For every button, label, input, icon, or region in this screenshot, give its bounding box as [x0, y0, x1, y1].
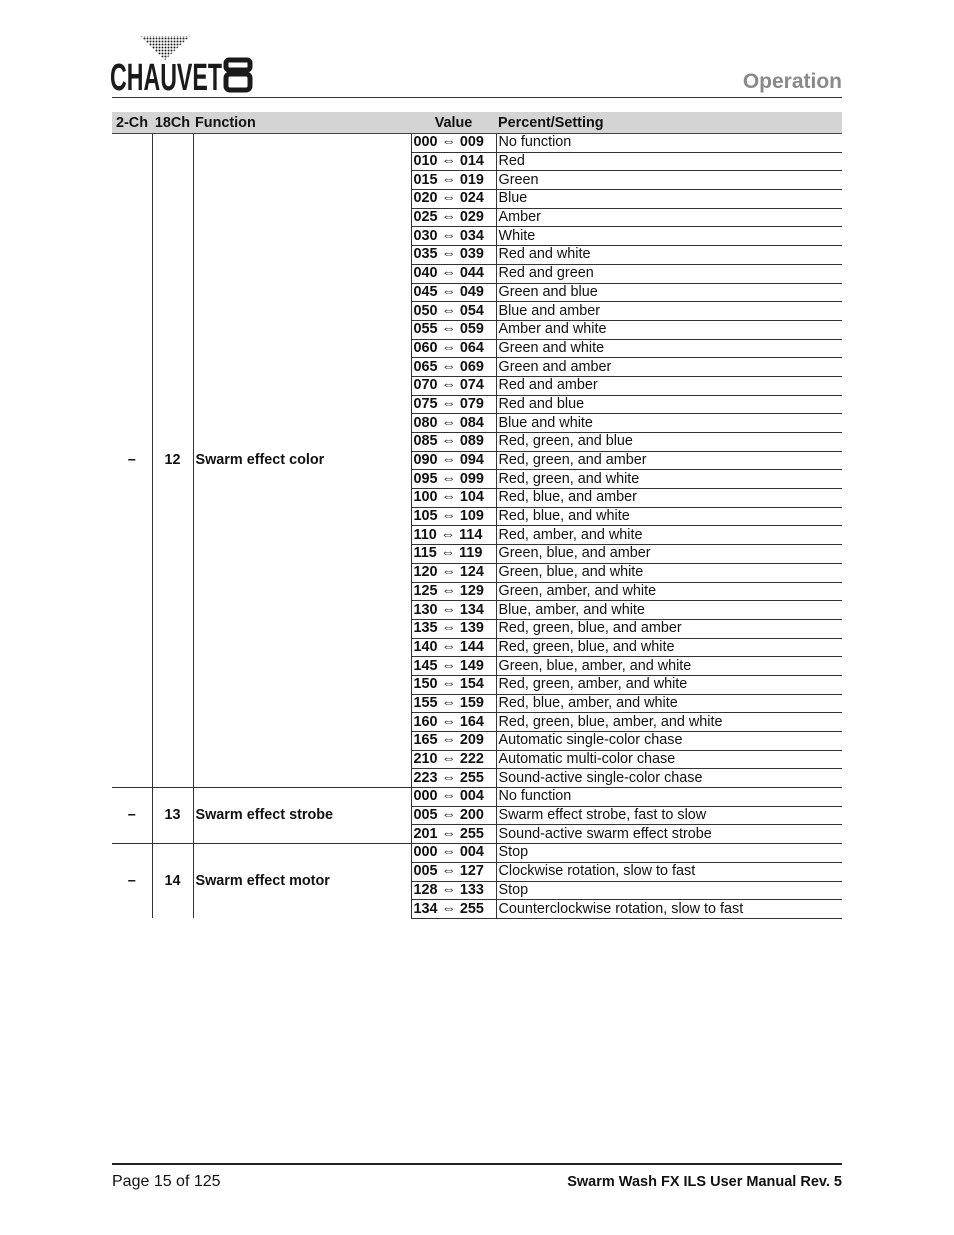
- table-row: [112, 788, 842, 807]
- setting-cell: Red, green, and white: [496, 470, 842, 489]
- value-cell: 135 ⇔ 139: [411, 619, 496, 638]
- manual-title: Swarm Wash FX ILS User Manual Rev. 5: [567, 1174, 842, 1190]
- setting-cell: Amber and white: [496, 320, 842, 339]
- value-cell: 145 ⇔ 149: [411, 657, 496, 676]
- value-cell: 150 ⇔ 154: [411, 675, 496, 694]
- table-row: [112, 134, 842, 153]
- value-cell: 065 ⇔ 069: [411, 358, 496, 377]
- setting-cell: Red, amber, and white: [496, 526, 842, 545]
- value-cell: 128 ⇔ 133: [411, 881, 496, 900]
- function-cell: Swarm effect strobe: [193, 788, 411, 844]
- value-cell: 223 ⇔ 255: [411, 769, 496, 788]
- column-header-value: Value: [411, 112, 496, 134]
- column-header-setting: Percent/Setting: [496, 112, 842, 134]
- value-cell: 000 ⇔ 009: [411, 134, 496, 153]
- value-cell: 090 ⇔ 094: [411, 451, 496, 470]
- value-cell: 160 ⇔ 164: [411, 713, 496, 732]
- setting-cell: Red and white: [496, 246, 842, 265]
- channel-2ch-cell: –: [112, 844, 152, 919]
- value-cell: 201 ⇔ 255: [411, 825, 496, 844]
- column-header-function: Function: [193, 112, 411, 134]
- value-cell: 070 ⇔ 074: [411, 376, 496, 395]
- setting-cell: Red, green, and blue: [496, 433, 842, 452]
- setting-cell: Red, blue, and white: [496, 507, 842, 526]
- value-cell: 125 ⇔ 129: [411, 582, 496, 601]
- channel-2ch-cell: –: [112, 788, 152, 844]
- setting-cell: Green, amber, and white: [496, 582, 842, 601]
- setting-cell: Counterclockwise rotation, slow to fast: [496, 900, 842, 919]
- brand-wordmark: CHAUVET: [110, 57, 222, 99]
- value-cell: 000 ⇔ 004: [411, 788, 496, 807]
- setting-cell: Sound-active single-color chase: [496, 769, 842, 788]
- value-cell: 105 ⇔ 109: [411, 507, 496, 526]
- section-title: Operation: [742, 70, 842, 93]
- value-cell: 005 ⇔ 127: [411, 862, 496, 881]
- setting-cell: Red, green, amber, and white: [496, 675, 842, 694]
- channel-18ch-cell: 14: [152, 844, 193, 919]
- value-cell: 210 ⇔ 222: [411, 750, 496, 769]
- column-header-2ch: 2-Ch: [112, 112, 152, 134]
- value-cell: 020 ⇔ 024: [411, 190, 496, 209]
- value-cell: 035 ⇔ 039: [411, 246, 496, 265]
- value-cell: 110 ⇔ 114: [411, 526, 496, 545]
- value-cell: 040 ⇔ 044: [411, 264, 496, 283]
- value-cell: 025 ⇔ 029: [411, 208, 496, 227]
- setting-cell: Green, blue, amber, and white: [496, 657, 842, 676]
- setting-cell: Red, green, blue, and white: [496, 638, 842, 657]
- channel-2ch-cell: –: [112, 134, 152, 788]
- setting-cell: Red and amber: [496, 376, 842, 395]
- column-header-18ch: 18Ch: [152, 112, 193, 134]
- chauvet-logo-icon: [110, 34, 255, 99]
- setting-cell: Stop: [496, 881, 842, 900]
- setting-cell: Green: [496, 171, 842, 190]
- setting-cell: Sound-active swarm effect strobe: [496, 825, 842, 844]
- footer-rule: [112, 1163, 842, 1165]
- setting-cell: Clockwise rotation, slow to fast: [496, 862, 842, 881]
- setting-cell: Blue and white: [496, 414, 842, 433]
- value-cell: 055 ⇔ 059: [411, 320, 496, 339]
- setting-cell: White: [496, 227, 842, 246]
- page-number: Page 15 of 125: [112, 1173, 221, 1190]
- value-cell: 030 ⇔ 034: [411, 227, 496, 246]
- setting-cell: Red, blue, and amber: [496, 489, 842, 508]
- value-cell: 075 ⇔ 079: [411, 395, 496, 414]
- channel-18ch-cell: 13: [152, 788, 193, 844]
- setting-cell: No function: [496, 788, 842, 807]
- chauvet-dj-logo: [110, 34, 255, 99]
- value-cell: 080 ⇔ 084: [411, 414, 496, 433]
- setting-cell: Red, blue, amber, and white: [496, 694, 842, 713]
- value-cell: 130 ⇔ 134: [411, 601, 496, 620]
- dmx-channel-table: [112, 112, 842, 919]
- setting-cell: Red, green, and amber: [496, 451, 842, 470]
- setting-cell: Amber: [496, 208, 842, 227]
- setting-cell: Swarm effect strobe, fast to slow: [496, 806, 842, 825]
- setting-cell: Blue and amber: [496, 302, 842, 321]
- setting-cell: Red and blue: [496, 395, 842, 414]
- value-cell: 140 ⇔ 144: [411, 638, 496, 657]
- value-cell: 015 ⇔ 019: [411, 171, 496, 190]
- setting-cell: Red, green, blue, amber, and white: [496, 713, 842, 732]
- setting-cell: Green and white: [496, 339, 842, 358]
- setting-cell: Blue: [496, 190, 842, 209]
- setting-cell: Automatic single-color chase: [496, 732, 842, 751]
- setting-cell: Red, green, blue, and amber: [496, 619, 842, 638]
- value-cell: 045 ⇔ 049: [411, 283, 496, 302]
- setting-cell: Stop: [496, 844, 842, 863]
- setting-cell: Green and blue: [496, 283, 842, 302]
- setting-cell: Red: [496, 152, 842, 171]
- value-cell: 134 ⇔ 255: [411, 900, 496, 919]
- value-cell: 050 ⇔ 054: [411, 302, 496, 321]
- function-cell: Swarm effect color: [193, 134, 411, 788]
- setting-cell: Green, blue, and white: [496, 563, 842, 582]
- value-cell: 155 ⇔ 159: [411, 694, 496, 713]
- value-cell: 060 ⇔ 064: [411, 339, 496, 358]
- value-cell: 085 ⇔ 089: [411, 433, 496, 452]
- table-row: [112, 844, 842, 863]
- value-cell: 005 ⇔ 200: [411, 806, 496, 825]
- table-body: [112, 134, 842, 919]
- function-cell: Swarm effect motor: [193, 844, 411, 919]
- value-cell: 165 ⇔ 209: [411, 732, 496, 751]
- setting-cell: Green and amber: [496, 358, 842, 377]
- value-cell: 115 ⇔ 119: [411, 545, 496, 564]
- value-cell: 000 ⇔ 004: [411, 844, 496, 863]
- setting-cell: Red and green: [496, 264, 842, 283]
- table-header-row: [112, 112, 842, 134]
- header-rule: [112, 97, 842, 98]
- value-cell: 095 ⇔ 099: [411, 470, 496, 489]
- setting-cell: No function: [496, 134, 842, 153]
- channel-18ch-cell: 12: [152, 134, 193, 788]
- setting-cell: Automatic multi-color chase: [496, 750, 842, 769]
- value-cell: 010 ⇔ 014: [411, 152, 496, 171]
- value-cell: 120 ⇔ 124: [411, 563, 496, 582]
- setting-cell: Green, blue, and amber: [496, 545, 842, 564]
- setting-cell: Blue, amber, and white: [496, 601, 842, 620]
- value-cell: 100 ⇔ 104: [411, 489, 496, 508]
